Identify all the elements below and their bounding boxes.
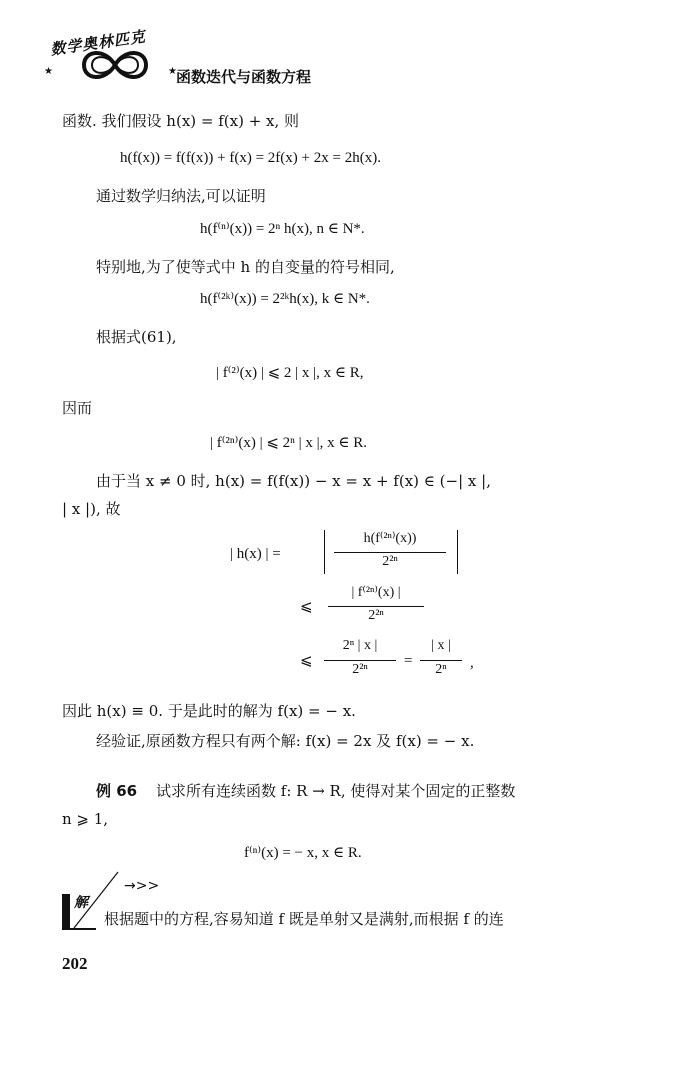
logo-star-icon: ★ [44,66,53,77]
solution-label: 解 [74,895,88,911]
fraction-denominator: 2ⁿ [435,662,447,677]
series-logo [36,22,186,92]
paragraph: 因此 h(x) ≡ 0. 于是此时的解为 f(x) = − x. [62,702,356,720]
fraction-denominator: 2²ⁿ [382,554,398,569]
paragraph: 因而 [62,399,93,417]
infinity-logo-icon [80,46,150,84]
equation: h(f⁽²ᵏ⁾(x)) = 2²ᵏh(x), k ∈ N*. [200,291,370,307]
paragraph: 由于当 x ≠ 0 时, h(x) = f(f(x)) − x = x + f(x) ∈ (−| x |, [96,472,491,490]
paragraph: 特别地,为了使等式中 h 的自变量的符号相同, [96,258,395,276]
equation: f⁽ⁿ⁾(x) = − x, x ∈ R. [244,845,362,861]
fraction-bar [334,552,446,553]
equation: | f⁽²⁾(x) | ⩽ 2 | x |, x ∈ R, [216,365,364,381]
derivation-lhs: | h(x) | = [230,546,281,562]
solution-bar [62,894,70,928]
solution-text: 根据题中的方程,容易知道 f 既是单射又是满射,而根据 f 的连 [104,910,504,928]
equation: h(f(x)) = f(f(x)) + f(x) = 2f(x) + 2x = 2h(x). [120,150,381,166]
example-text: 试求所有连续函数 f: R → R, 使得对某个固定的正整数 [156,782,516,800]
logo-star-icon: ★ [168,66,177,77]
fraction-denominator: 2²ⁿ [368,608,384,623]
fraction-bar [324,660,396,661]
paragraph: 通过数学归纳法,可以证明 [96,187,266,205]
example-text: n ⩾ 1, [62,810,109,828]
solution-arrows-icon: →>> [124,878,160,894]
comma: , [470,655,474,671]
series-logo-text: 数学奥林匹克 [49,27,147,59]
less-equal-sign: ⩽ [300,653,313,669]
fraction-numerator: 2ⁿ | x | [342,638,378,653]
equation: | f⁽²ⁿ⁾(x) | ⩽ 2ⁿ | x |, x ∈ R. [210,435,367,451]
fraction-bar [420,660,462,661]
paragraph: 经验证,原函数方程只有两个解: f(x) = 2x 及 f(x) = − x. [96,732,475,750]
paragraph: 函数. 我们假设 h(x) = f(x) + x, 则 [62,112,300,130]
fraction-denominator: 2²ⁿ [352,662,368,677]
fraction-numerator: | f⁽²ⁿ⁾(x) | [351,585,401,600]
paragraph: | x |), 故 [62,500,121,518]
paragraph: 根据式(61), [96,328,177,346]
example-label: 例 66 [96,782,138,800]
fraction-numerator: | x | [431,638,451,653]
page-number: 202 [62,954,88,973]
fraction-bar [328,606,424,607]
equation: h(f⁽ⁿ⁾(x)) = 2ⁿ h(x), n ∈ N*. [200,221,365,237]
equals-sign: = [404,653,413,669]
fraction-numerator: h(f⁽²ⁿ⁾(x)) [363,531,417,546]
header-title: 函数迭代与函数方程 [176,68,312,86]
less-equal-sign: ⩽ [300,599,313,615]
